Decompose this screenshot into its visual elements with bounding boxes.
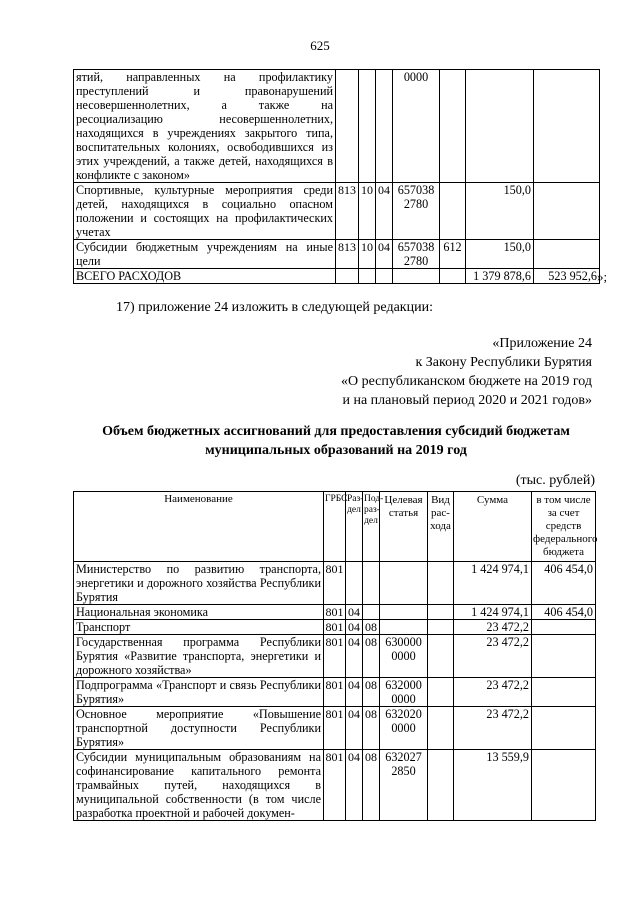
cell-sum-2021 bbox=[534, 183, 600, 240]
appendix-line: «Приложение 24 bbox=[492, 336, 592, 351]
cell-sum: 1 424 974,1 bbox=[454, 605, 532, 620]
cell-name: Основное мероприятие «Повышение транспортной доступности Республики Бурятия» bbox=[74, 707, 324, 750]
cell-sum-2020: 1 379 878,6 bbox=[466, 269, 534, 284]
cell-section: 04 bbox=[346, 620, 363, 635]
appendix-line: и на плановый период 2020 и 2021 годов» bbox=[342, 393, 592, 408]
cell-federal-share: 406 454,0 bbox=[532, 605, 596, 620]
cell-sum: 23 472,2 bbox=[454, 635, 532, 678]
header-subsection: Под-раз-дел bbox=[363, 492, 380, 562]
cell-subsection: 08 bbox=[363, 750, 380, 821]
cell-sum-2020 bbox=[466, 70, 534, 183]
title-line: Объем бюджетных ассигнований для предоставления субсидий бюджетам bbox=[102, 424, 570, 439]
cell-subsection: 08 bbox=[363, 620, 380, 635]
header-section: Раз-дел bbox=[346, 492, 363, 562]
header-name: Наименование bbox=[74, 492, 324, 562]
cell-expense-type bbox=[440, 70, 466, 183]
cell-name: Подпрограмма «Транспорт и связь Республики Бурятия» bbox=[74, 678, 324, 707]
cell-sum-2021 bbox=[534, 70, 600, 183]
cell-expense-type bbox=[428, 605, 454, 620]
table-closing-quote: »; bbox=[597, 269, 608, 284]
cell-target-article bbox=[380, 562, 428, 605]
cell-section bbox=[346, 562, 363, 605]
cell-name: Транспорт bbox=[74, 620, 324, 635]
cell-name: Субсидии муниципальным образованиям на софинансирование капитального ремонта трамвайных путей, находящихся в муниципальной собственности (в том числе разработка проектной и рабочей докумен- bbox=[74, 750, 324, 821]
cell-target-article: 657038 2780 bbox=[393, 183, 440, 240]
cell-target-article bbox=[380, 605, 428, 620]
appendix-line: «О республиканском бюджете на 2019 год bbox=[341, 374, 592, 389]
cell-grbs: 801 bbox=[325, 620, 344, 634]
cell-grbs: 801 bbox=[324, 678, 346, 707]
cell-federal-share bbox=[532, 620, 596, 635]
cell-target-article: 657038 2780 bbox=[393, 240, 440, 269]
cell-name: Субсидии бюджетным учреждениям на иные цели bbox=[74, 240, 336, 269]
cell-subsection: 08 bbox=[363, 678, 380, 707]
cell-sum: 23 472,2 bbox=[454, 620, 532, 635]
cell-section: 10 bbox=[359, 240, 376, 269]
cell-sum: 1 424 974,1 bbox=[454, 562, 532, 605]
table-row bbox=[74, 678, 596, 707]
cell-grbs bbox=[336, 269, 359, 284]
cell-grbs: 801 bbox=[324, 750, 346, 821]
cell-target-article: 632000 0000 bbox=[380, 678, 428, 707]
table-header-row bbox=[74, 492, 596, 562]
page-number: 625 bbox=[310, 38, 330, 53]
cell-name: ятий, направленных на профилактику преступлений и правонарушений несовершеннолетних, а также на ресоциализацию несовершеннолетних, находящихся в учреждениях закрытого типа, воспитательных колониях, освободившихся из этих учреждений, а также детей, находящихся в конфликте с законом» bbox=[74, 70, 336, 183]
cell-federal-share bbox=[532, 707, 596, 750]
table-row bbox=[74, 240, 600, 269]
cell-subsection: 08 bbox=[363, 707, 380, 750]
cell-sum: 23 472,2 bbox=[454, 678, 532, 707]
cell-grbs: 801 bbox=[324, 707, 346, 750]
cell-expense-type bbox=[428, 678, 454, 707]
cell-expense-type bbox=[428, 562, 454, 605]
cell-sum-2021 bbox=[534, 240, 600, 269]
cell-grbs: 813 bbox=[336, 183, 359, 240]
cell-grbs: 801 bbox=[324, 562, 346, 605]
cell-name: Национальная экономика bbox=[74, 605, 324, 620]
cell-expense-type bbox=[428, 620, 454, 635]
cell-target-article: 630000 0000 bbox=[380, 635, 428, 678]
cell-section: 04 bbox=[346, 678, 363, 707]
table-row bbox=[74, 183, 600, 240]
cell-federal-share: 406 454,0 bbox=[532, 562, 596, 605]
cell-section: 04 bbox=[346, 605, 363, 620]
cell-subsection bbox=[363, 605, 380, 620]
cell-name: Спортивные, культурные мероприятия среди детей, находящихся в социально опасном положении и состоящих на профилактических учетах bbox=[74, 183, 336, 240]
cell-sum: 13 559,9 bbox=[454, 750, 532, 821]
table-row bbox=[74, 635, 596, 678]
cell-expense-type bbox=[428, 750, 454, 821]
cell-target-article bbox=[380, 620, 428, 635]
table-row bbox=[74, 605, 596, 620]
cell-sum: 23 472,2 bbox=[454, 707, 532, 750]
cell-name: Государственная программа Республики Бурятия «Развитие транспорта, энергетики и дорожного хозяйства» bbox=[74, 635, 324, 678]
table-row bbox=[74, 70, 600, 183]
table-row bbox=[74, 269, 600, 284]
cell-expense-type bbox=[428, 635, 454, 678]
cell-expense-type bbox=[440, 269, 466, 284]
header-federal-share: в том числе за счет средств федерального бюджета bbox=[532, 492, 596, 562]
appendix-heading bbox=[341, 334, 592, 410]
cell-subsection bbox=[376, 70, 393, 183]
cell-name: Министерство по развитию транспорта, энергетики и дорожного хозяйства Республики Бурятия bbox=[74, 562, 324, 605]
cell-target-article: 632020 0000 bbox=[380, 707, 428, 750]
units-label: (тыс. рублей) bbox=[515, 473, 595, 488]
cell-section bbox=[359, 70, 376, 183]
cell-subsection bbox=[363, 562, 380, 605]
cell-expense-type bbox=[440, 183, 466, 240]
title-line: муниципальных образований на 2019 год bbox=[205, 443, 467, 458]
cell-federal-share bbox=[532, 678, 596, 707]
cell-federal-share bbox=[532, 750, 596, 821]
table-row bbox=[74, 750, 596, 821]
cell-subsection bbox=[376, 269, 393, 284]
document-title bbox=[73, 422, 599, 460]
cell-section bbox=[359, 269, 376, 284]
cell-subsection: 04 bbox=[376, 183, 393, 240]
amendment-text: 17) приложение 24 изложить в следующей редакции: bbox=[116, 300, 433, 315]
table-row bbox=[74, 562, 596, 605]
appendix-line: к Закону Республики Бурятия bbox=[415, 355, 592, 370]
cell-grbs: 801 bbox=[324, 635, 346, 678]
cell-section: 04 bbox=[346, 635, 363, 678]
cell-subsection: 04 bbox=[376, 240, 393, 269]
subsidies-table bbox=[73, 491, 596, 821]
cell-federal-share bbox=[532, 635, 596, 678]
cell-name: ВСЕГО РАСХОДОВ bbox=[74, 269, 336, 284]
table-row bbox=[74, 620, 596, 635]
cell-grbs: 801 bbox=[325, 605, 344, 619]
cell-sum-2020: 150,0 bbox=[466, 183, 534, 240]
cell-target-article: 0000 bbox=[393, 70, 440, 183]
cell-subsection: 08 bbox=[363, 635, 380, 678]
cell-grbs bbox=[336, 70, 359, 183]
header-sum: Сумма bbox=[454, 492, 532, 562]
cell-grbs: 813 bbox=[336, 240, 359, 269]
header-target-article: Целевая статья bbox=[380, 492, 428, 562]
cell-section: 10 bbox=[359, 183, 376, 240]
cell-expense-type: 612 bbox=[440, 240, 466, 269]
continued-expenditure-table bbox=[73, 69, 600, 284]
cell-sum-2021: 523 952,6 bbox=[534, 269, 600, 284]
cell-sum-2020: 150,0 bbox=[466, 240, 534, 269]
table-row bbox=[74, 707, 596, 750]
header-expense-type: Вид рас-хода bbox=[428, 492, 454, 562]
cell-expense-type bbox=[428, 707, 454, 750]
cell-target-article bbox=[393, 269, 440, 284]
cell-section: 04 bbox=[346, 750, 363, 821]
cell-section: 04 bbox=[346, 707, 363, 750]
header-grbs: ГРБС bbox=[324, 492, 346, 562]
cell-target-article: 632027 2850 bbox=[380, 750, 428, 821]
